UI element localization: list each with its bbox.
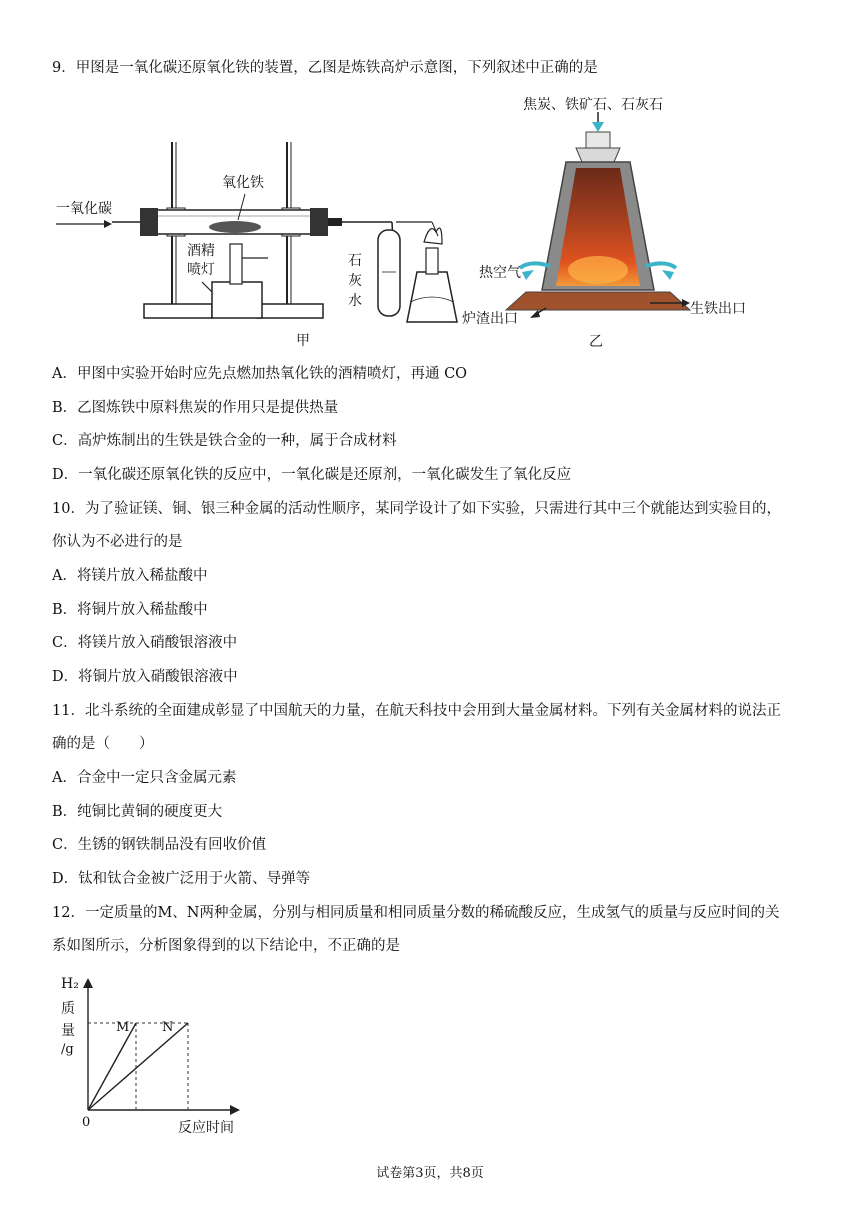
q10-option-c: C．将镁片放入硝酸银溶液中 <box>52 635 238 651</box>
q12-stem-1: 12．一定质量的M、N两种金属，分别与相同质量和相同质量分数的稀硫酸反应，生成氢气的质量与反应时间的关 <box>52 905 780 921</box>
figure-jia-apparatus <box>52 132 472 352</box>
series-m-line <box>88 1023 136 1110</box>
q11-option-c: C．生锈的钢铁制品没有回收价值 <box>52 837 267 853</box>
q11-option-a: A．合金中一定只含金属元素 <box>52 770 237 786</box>
y-axis-label-1: H₂ <box>61 976 79 992</box>
q9-option-c: C．高炉炼制出的生铁是铁合金的一种，属于合成材料 <box>52 433 397 449</box>
y-axis-label-3: 量 <box>61 1023 75 1039</box>
series-n-label: N <box>162 1020 174 1035</box>
q11-option-d: D．钛和钛合金被广泛用于火箭、导弹等 <box>52 871 311 887</box>
q11-stem-1: 11．北斗系统的全面建成彰显了中国航天的力量，在航天科技中会用到大量金属材料。下列有关金属材料的说法正 <box>52 703 781 719</box>
x-axis-label: 反应时间 <box>178 1120 234 1136</box>
limewater-label-2: 灰 <box>348 273 362 289</box>
figure-jia-caption: 甲 <box>296 333 310 349</box>
feed-label: 焦炭、铁矿石、石灰石 <box>523 97 663 113</box>
q11-option-b: B．纯铜比黄铜的硬度更大 <box>52 804 223 820</box>
slag-label: 炉渣出口 <box>462 311 518 327</box>
q11-stem-2: 确的是（ ） <box>52 736 154 752</box>
origin-label: 0 <box>82 1115 91 1130</box>
q9-option-d: D．一氧化碳还原氧化铁的反应中，一氧化碳是还原剂，一氧化碳发生了氧化反应 <box>52 467 572 483</box>
page-footer: 试卷第3页，共8页 <box>376 1166 484 1181</box>
q10-option-b: B．将铜片放入稀盐酸中 <box>52 602 208 618</box>
q10-stem-2: 你认为不必进行的是 <box>52 534 183 550</box>
fe2o3-label: 氧化铁 <box>222 175 264 191</box>
q10-option-a: A．将镁片放入稀盐酸中 <box>52 568 208 584</box>
y-axis-label-2: 质 <box>61 1001 75 1017</box>
y-axis-label-4: /g <box>61 1042 74 1057</box>
q9-option-a: A．甲图中实验开始时应先点燃加热氧化铁的酒精喷灯，再通 CO <box>52 366 468 382</box>
pig-iron-label: 生铁出口 <box>690 301 746 317</box>
series-m-label: M <box>116 1020 130 1035</box>
series-n-line <box>88 1023 188 1110</box>
figure-yi-caption: 乙 <box>589 334 603 350</box>
hot-air-label: 热空气 <box>479 265 521 281</box>
lamp-label-1: 酒精 <box>187 243 215 259</box>
q10-stem-1: 10．为了验证镁、铜、银三种金属的活动性顺序，某同学设计了如下实验，只需进行其中三个就能达到实验目的， <box>52 501 781 517</box>
q9-option-b: B．乙图炼铁中原料焦炭的作用只是提供热量 <box>52 400 339 416</box>
figure-yi-blast-furnace <box>470 110 750 330</box>
lamp-label-2: 喷灯 <box>187 262 215 278</box>
q9-stem: 9．甲图是一氧化碳还原氧化铁的装置，乙图是炼铁高炉示意图，下列叙述中正确的是 <box>52 60 598 76</box>
q12-stem-2: 系如图所示，分析图象得到的以下结论中，不正确的是 <box>52 938 400 954</box>
co-label: 一氧化碳 <box>56 201 112 217</box>
q10-option-d: D．将铜片放入硝酸银溶液中 <box>52 669 238 685</box>
limewater-label-3: 水 <box>348 293 362 309</box>
limewater-label-1: 石 <box>348 253 362 269</box>
